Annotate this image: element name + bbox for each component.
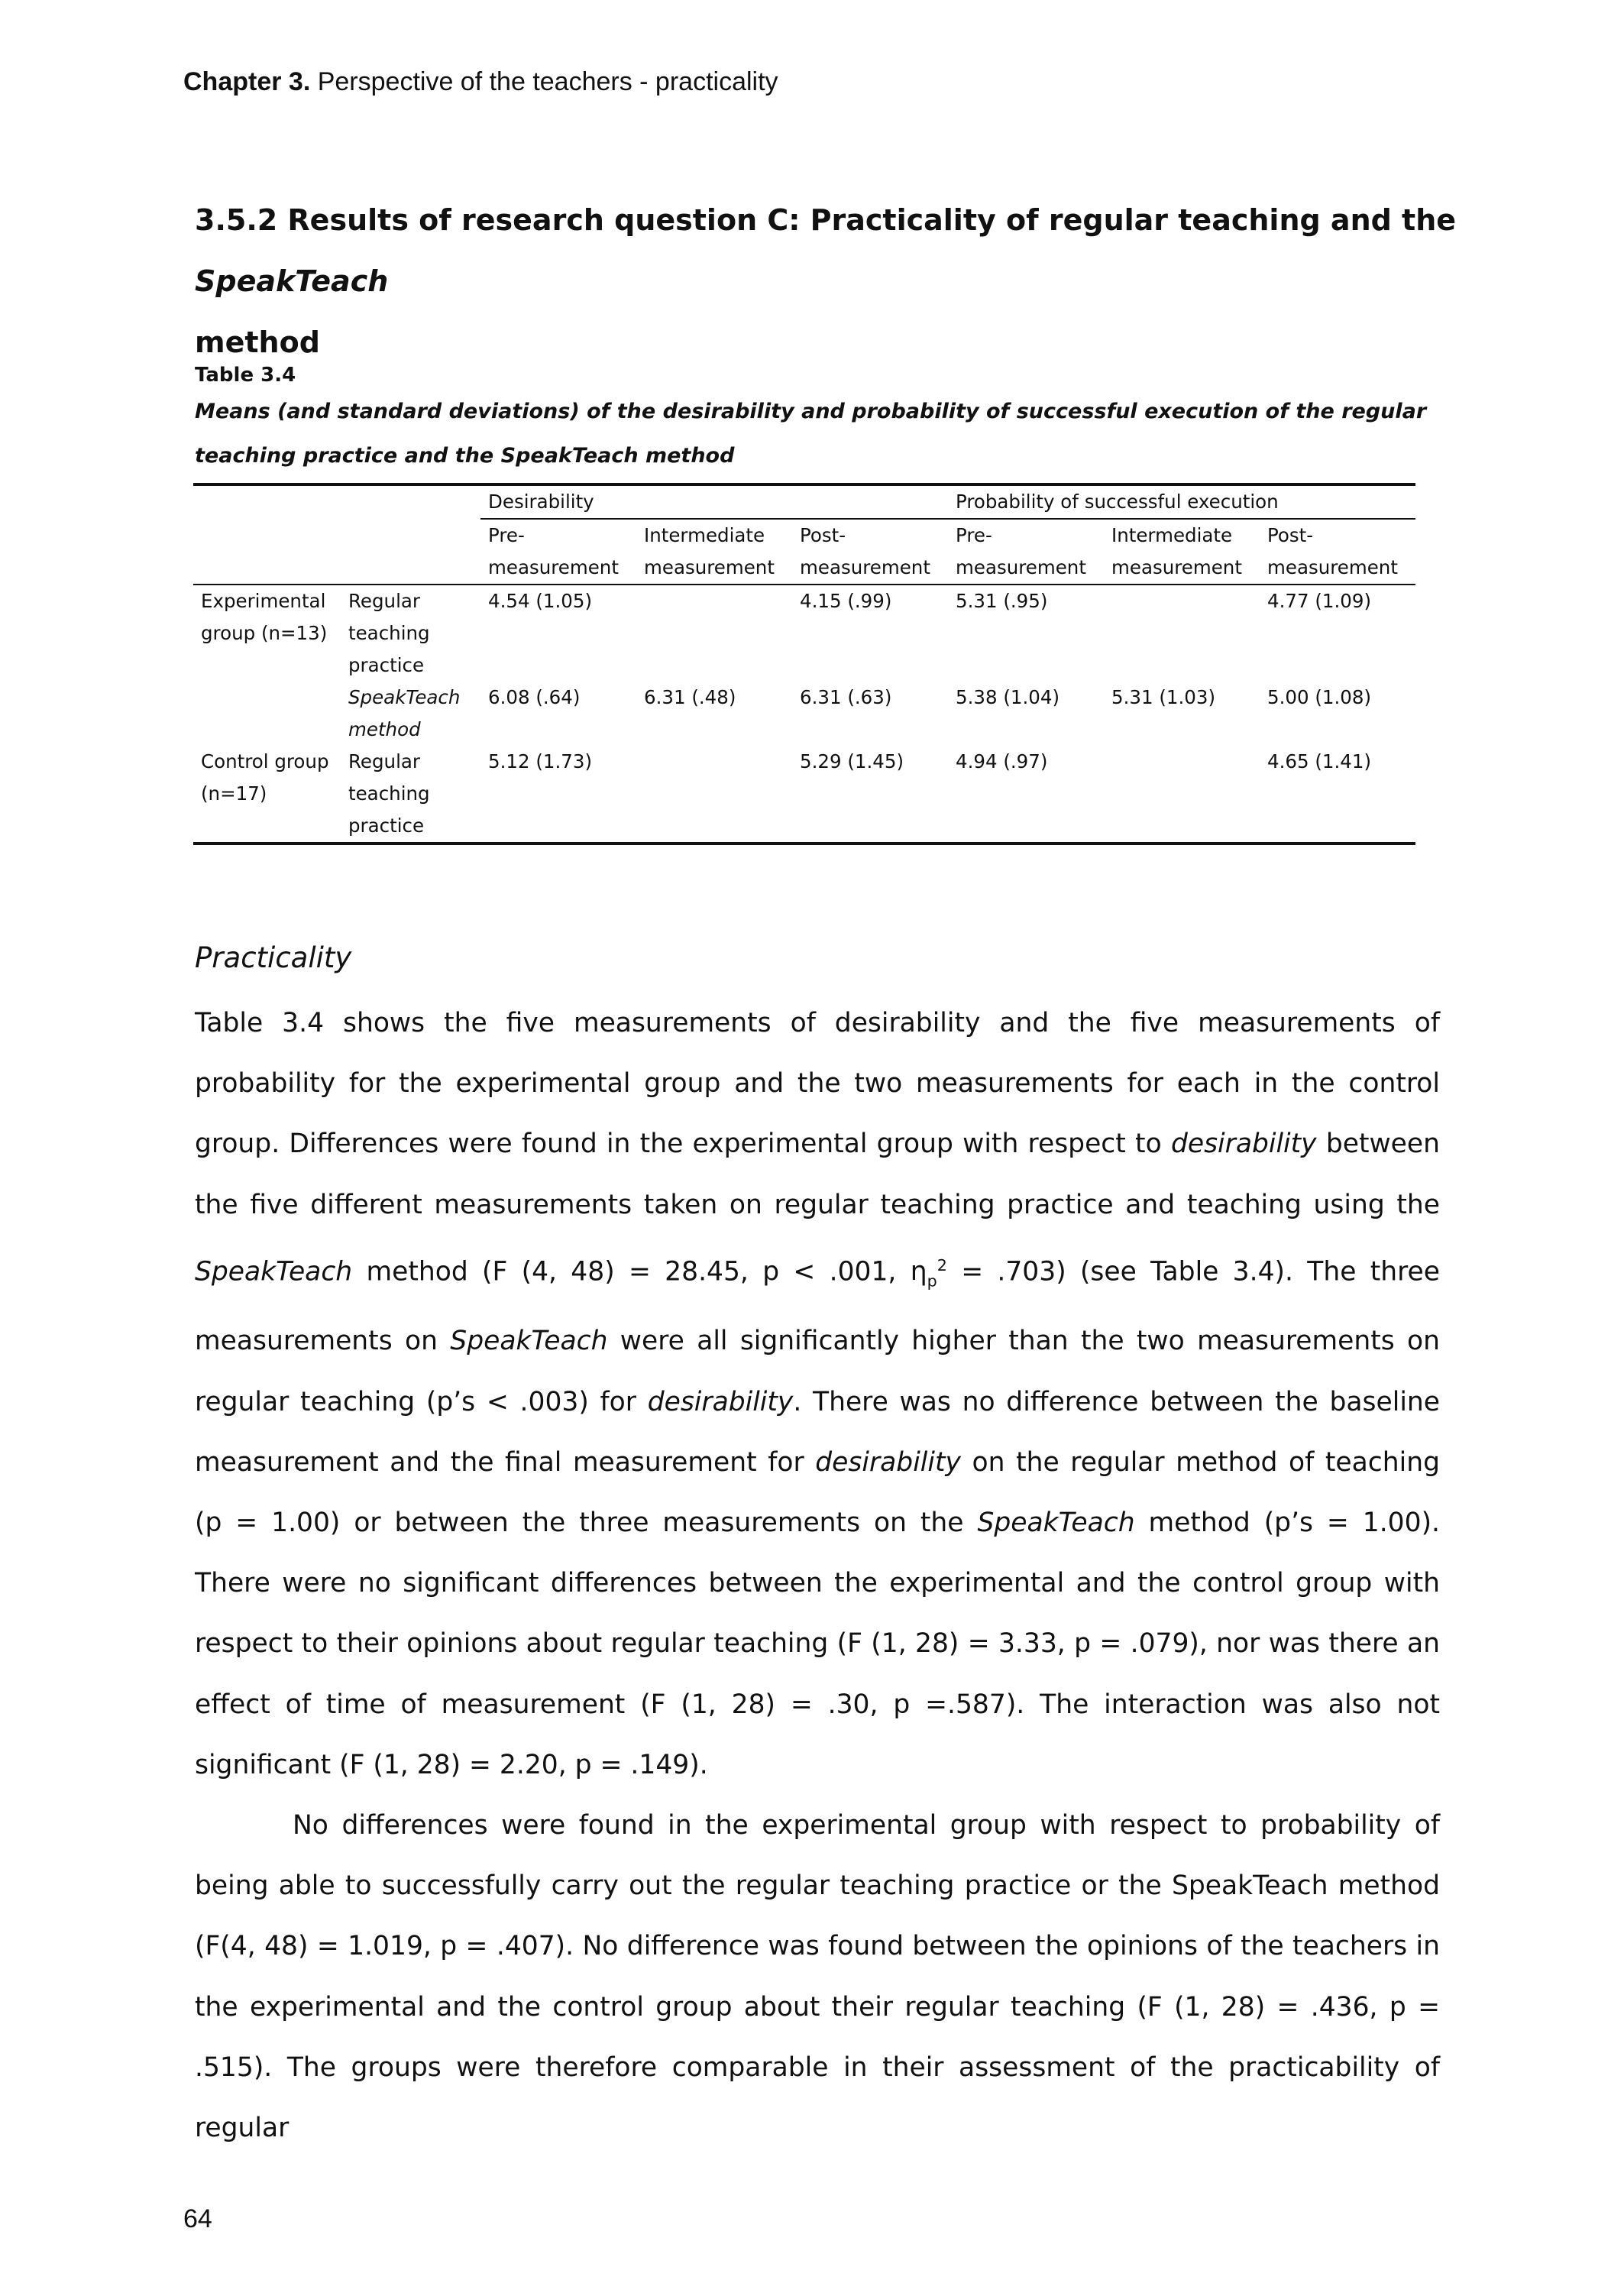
cell-probability-intermediate: 5.31 (1.03) (1111, 686, 1216, 708)
row-group: Experimental group (n=13) (201, 590, 328, 644)
results-table (193, 483, 1415, 845)
running-head-title: Perspective of the teachers - practicality (317, 67, 778, 96)
row-condition: Regular teaching practice (341, 746, 480, 844)
header-post: Post- measurement (1260, 519, 1415, 585)
cell-desirability-intermediate: 6.31 (.48) (644, 686, 736, 708)
cell-desirability-pre: 5.12 (1.73) (480, 746, 636, 844)
table-label: Table 3.4 (195, 364, 296, 387)
cell-desirability-intermediate (636, 746, 792, 844)
cell-desirability-pre: 4.54 (1.05) (488, 590, 593, 612)
cell-desirability-post: 6.31 (.63) (800, 686, 892, 708)
cell-probability-intermediate (1104, 585, 1260, 682)
table-caption: Means (and standard deviations) of the desirability and probability of successful execution of the regular teaching practice and the SpeakTeach method (195, 400, 1427, 468)
cell-probability-pre: 5.31 (.95) (956, 590, 1048, 612)
table-row (193, 682, 1415, 746)
cell-desirability-pre: 6.08 (.64) (488, 686, 581, 708)
table-row (193, 746, 1415, 844)
cell-probability-post: 4.77 (1.09) (1267, 590, 1372, 612)
row-group (193, 682, 341, 746)
cell-desirability-post: 4.15 (.99) (800, 590, 892, 612)
body-text (195, 993, 1440, 2159)
page-number: 64 (183, 2204, 212, 2233)
paragraph: No differences were found in the experimental group with respect to probability of being able to successfully carry out the regular teaching practice or the SpeakTeach method (F(4, 48) = 1.019, p = .407). No difference was found between the opinions of the teachers in the experimental and the control group about their regular teaching (F (1, 28) = .436, p = .515). The groups were therefore comparable in their assessment of the practicability of regular (195, 1810, 1440, 2144)
cell-probability-pre: 4.94 (.97) (948, 746, 1104, 844)
row-condition: SpeakTeach method (348, 686, 461, 740)
table-header-groups (193, 484, 1415, 519)
running-head (183, 67, 778, 97)
section-heading-tail: method (195, 325, 320, 359)
header-pre: Pre- measurement (480, 519, 636, 585)
header-probability: Probability of successful execution (948, 484, 1415, 519)
table-header-sub (193, 519, 1415, 585)
table-row (193, 585, 1415, 682)
running-head-chapter: Chapter 3. (183, 67, 311, 96)
subheading-practicality: Practicality (195, 941, 352, 974)
section-heading-text: 3.5.2 Results of research question C: Practicality of regular teaching and the (195, 203, 1457, 237)
paragraph: Table 3.4 shows the five measurements of desirability and the five measurements of probability for the experimental group and the two measurements for each in the control group. Differences were found in the experimental group with respect to desirability between the five different measurements taken on regular teaching practice and teaching using the SpeakTeach method (F (4, 48) = 28.45, p < .001, $\eta_p^2 = .703$) (see Table 3.4). The three measurements on SpeakTeach were all significantly higher than the two measurements on regular teaching (p’s < .003) for desirability. There was no difference between the baseline measurement and the final measurement for desirability on the regular method of teaching (p = 1.00) or between the three measurements on the SpeakTeach method (p’s = 1.00). There were no significant differences between the experimental and the control group with respect to their opinions about regular teaching (F (1, 28) = 3.33, p = .079), nor was there an effect of time of measurement (F (1, 28) = .30, p =.587). The interaction was also not significant (F (1, 28) = 2.20, p = .149). (195, 1008, 1441, 1780)
header-desirability: Desirability (480, 484, 636, 519)
section-heading-italic: SpeakTeach (195, 264, 389, 298)
cell-desirability-post: 5.29 (1.45) (792, 746, 948, 844)
row-condition: Regular teaching practice (348, 590, 430, 676)
cell-desirability-intermediate (636, 585, 792, 682)
cell-probability-intermediate (1104, 746, 1260, 844)
section-heading (195, 189, 1463, 373)
header-post: Post- measurement (792, 519, 948, 585)
header-pre: Pre- measurement (948, 519, 1104, 585)
header-intermediate: Intermediate measurement (636, 519, 792, 585)
header-intermediate: Intermediate measurement (1104, 519, 1260, 585)
row-group: Control group (n=17) (193, 746, 341, 844)
cell-probability-post: 4.65 (1.41) (1260, 746, 1415, 844)
cell-probability-pre: 5.38 (1.04) (956, 686, 1060, 708)
cell-probability-post: 5.00 (1.08) (1267, 686, 1372, 708)
